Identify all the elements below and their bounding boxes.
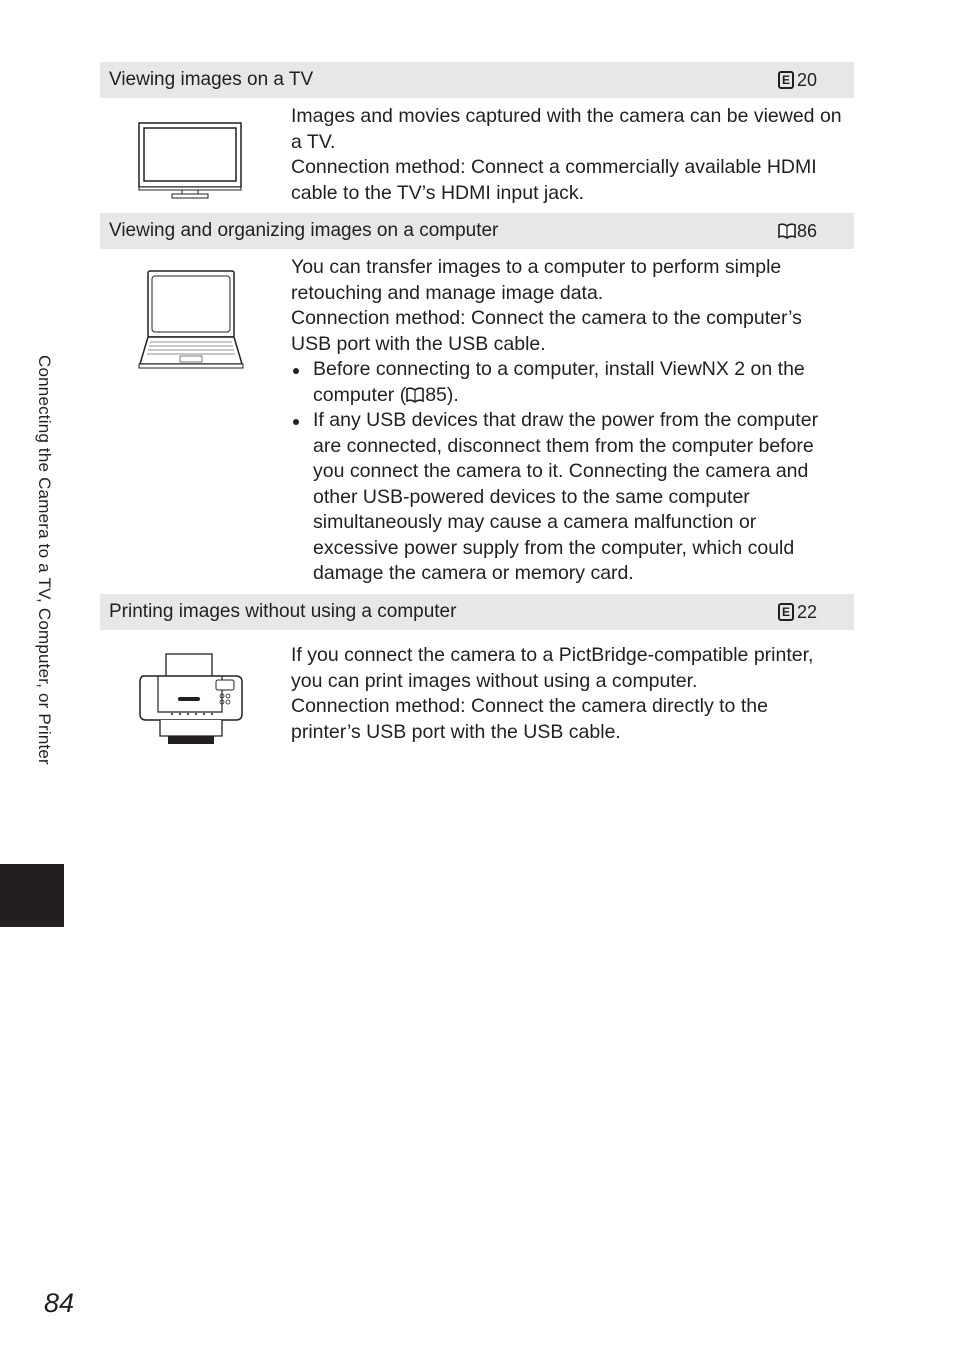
section-title: Printing images without using a computer <box>109 601 457 622</box>
section-page-ref[interactable]: 86 <box>778 221 817 242</box>
bullet-list <box>291 357 843 587</box>
printer-icon <box>138 652 244 753</box>
section-header-tv <box>100 62 854 98</box>
book-icon <box>778 223 796 239</box>
section-page-ref[interactable]: E 20 <box>778 70 817 91</box>
book-icon <box>406 387 424 403</box>
section-body-computer <box>291 255 843 587</box>
bullet-item: Before connecting to a computer, install ViewNX 2 on the computer ( 85). <box>291 357 843 408</box>
section-header-computer <box>100 213 854 249</box>
tv-icon <box>138 122 244 205</box>
section-body-printer <box>291 643 843 745</box>
page-ref-link[interactable]: 85 <box>425 383 447 406</box>
reference-section-icon: E <box>778 71 794 89</box>
bullet-item: If any USB devices that draw the power from the computer are connected, disconnect them from the computer before you connect the camera to it. Connecting the camera and other USB-powered devices to the same computer simultaneously may cause a camera malfunction or excessive power supply from the computer, which could damage the camera or memory card. <box>291 408 843 587</box>
body-paragraph: Connection method: Connect the camera directly to the printer’s USB port with the USB cable. <box>291 695 768 743</box>
body-paragraph: Connection method: Connect a commercially available HDMI cable to the TV’s HDMI input jack. <box>291 156 817 204</box>
section-header-printer <box>100 594 854 630</box>
section-title: Viewing and organizing images on a computer <box>109 220 499 241</box>
page-number: 84 <box>44 1288 75 1318</box>
body-paragraph: If you connect the camera to a PictBridge-compatible printer, you can print images without using a computer. <box>291 644 814 692</box>
chapter-tab-marker <box>0 864 64 927</box>
reference-section-icon: E <box>778 603 794 621</box>
section-body-tv <box>291 104 843 206</box>
body-paragraph: Connection method: Connect the camera to the computer’s USB port with the USB cable. <box>291 307 802 355</box>
body-paragraph: You can transfer images to a computer to perform simple retouching and manage image data. <box>291 256 782 304</box>
side-chapter-label: Connecting the Camera to a TV, Computer, or Printer <box>35 355 54 765</box>
laptop-icon <box>138 270 244 375</box>
section-page-ref[interactable]: E 22 <box>778 602 817 623</box>
section-title: Viewing images on a TV <box>109 69 314 90</box>
body-paragraph: Images and movies captured with the camera can be viewed on a TV. <box>291 105 842 153</box>
